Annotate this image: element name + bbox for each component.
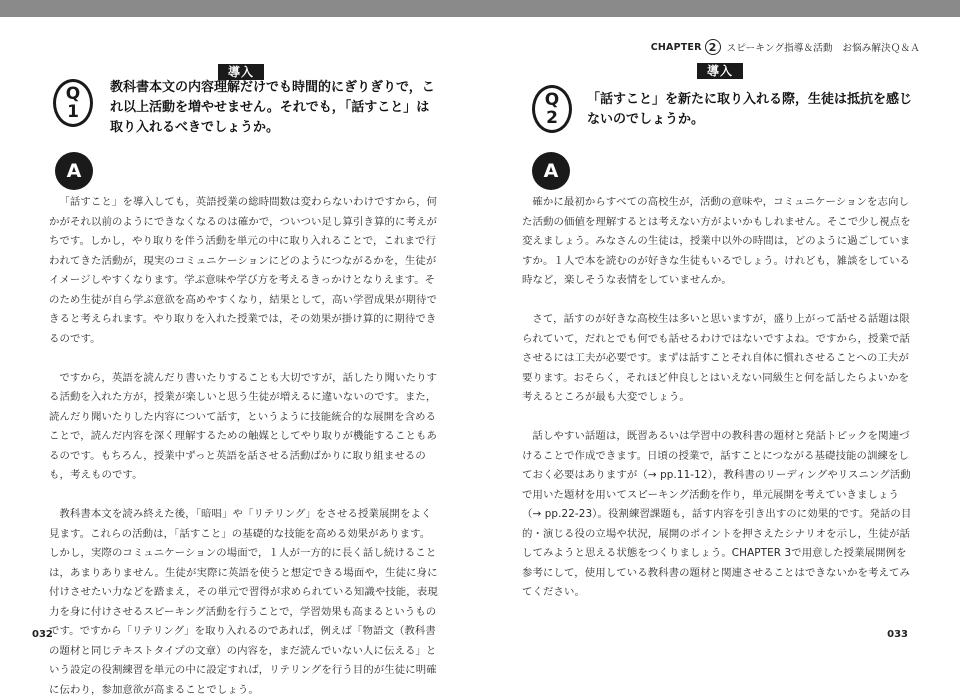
answer-body	[522, 193, 916, 603]
left-page	[0, 17, 480, 696]
q-letter: Q	[544, 90, 560, 110]
right-page	[480, 17, 960, 680]
section-tag: 導入	[218, 64, 264, 80]
answer-badge: A	[532, 152, 570, 190]
q-number: 2	[546, 108, 558, 128]
paragraph: 確かに最初からすべての高校生が，活動の意味や，コミュニケーションを志向した活動の価値を理解するとは考えない方がよいかもしれません。そこで少し視点を変えましょう。みなさんの生徒は，授業中以外の時間は，どのように過ごしていますか。１人で本を読むのが好きな生徒もいるでしょう。けれども，雑談をしている時など，楽しそうな表情をしていませんか。	[522, 196, 911, 286]
answer-body	[49, 193, 439, 700]
section-tag: 導入	[697, 63, 743, 79]
paragraph: 教科書本文を読み終えた後，「暗唱」や「リテリング」をさせる授業展開をよく見ます。これらの活動は，「話すこと」の基礎的な技能を高める効果があります。しかし，実際のコミュニケーションの場面で，１人が一方的に長く話し続けることは，あまりありません。生徒が実際に英語を使うと想定できる場面や，生徒に身に付けさせたい力などを踏まえ，その単元で習得が求められている知識や技能，表現力を身に付けさせるスピーキング活動を行うことで，学習効果も高まるというものです。ですから「リテリング」を取り入れるのであれば，例えば「物語文（教科書の題材と同じテキストタイプの文章）の内容を，まだ読んでいない人に伝える」という設定の役割練習を単元の中に設定すれば，リテリングを行う目的が生徒に明確に伝わり，参加意欲が高まることでしょう。	[49, 508, 438, 696]
chapter-title: スピーキング指導＆活動 お悩み解決Ｑ＆Ａ	[726, 43, 920, 54]
running-header	[651, 39, 920, 55]
paragraph: ですから，英語を読んだり書いたりすることも大切ですが，話したり聞いたりする活動を入れた方が，授業が楽しいと思う生徒が増えるに違いないのです。また，読んだり聞いたりした内容について話す，というように技能統合的な展開を含めることで，読んだ内容を深く理解するための触媒としてやり取りが機能することもあるのです。もちろん，授業中ずっと英語を話させる活動ばかりに取り組ませるのも，考えものです。	[49, 371, 438, 481]
question-badge	[532, 85, 572, 133]
chapter-number: 2	[705, 39, 721, 55]
q-letter: Q	[65, 84, 81, 104]
paragraph: 話しやすい話題は，既習あるいは学習中の教科書の題材と発話トピックを関連づけることで作成できます。日頃の授業で，話すことにつながる基礎技能の訓練をしておく必要はありますが（→ pp.11-12），教科書のリーディングやリスニング活動で用いた題材を用いてスピーキング活動を作り，単元展開を考えていきましょう（→ pp.22-23）。役割練習課題も，話す内容を引き出すのに効果的です。発話の目的・演じる役の立場や状況，展開のポイントを押さえたシナリオを示し，生徒が話してみようと思える状態をつくりましょう。CHAPTER 3で用意した授業展開例を参考にして，使用している教科書の題材と関連させることはできないかを考えてみてください。	[522, 430, 912, 598]
q-number: 1	[67, 102, 79, 122]
paragraph: さて，話すのが好きな高校生は多いと思いますが，盛り上がって話せる話題は限られていて，だれとでも何でも話せるわけではないですよね。ですから，授業で話させるには工夫が必要です。まずは話すことそれ自体に慣れさせることへの工夫が要ります。おそらく，それほど仲良しとはいえない同級生と何を話したらよいかを考えるところが最も大変でしょう。	[522, 313, 910, 403]
question-badge	[53, 79, 93, 127]
answer-badge: A	[55, 152, 93, 190]
question-text: 教科書本文の内容理解だけでも時間的にぎりぎりで，これ以上活動を増やせません。それでも，「話すこと」は取り入れるべきでしょうか。	[110, 80, 435, 135]
top-bar	[0, 0, 960, 17]
page-number: 033	[887, 629, 908, 640]
page-number: 032	[32, 629, 53, 640]
paragraph: 「話すこと」を導入しても，英語授業の総時間数は変わらないわけですから，何かがそれ以前のようにできなくなるのは確かで，ついつい足し算引き算的に考えがちです。しかし，やり取りを伴う活動を単元の中に取り入れることで，これまで行われてきた活動が，現実のコミュニケーションにどのようにつながるかを，生徒がイメージしやすくなります。学ぶ意味や学び方を考えるきっかけとなりえます。そのため生徒が自ら学ぶ意欲を高めやすくなり，結果として，高い学習成果が期待できると考えられます。やり取りを入れた授業では，その効果が掛け算的に期待できるのです。	[49, 196, 438, 345]
question-text: 「話すこと」を新たに取り入れる際，生徒は抵抗を感じないのでしょうか。	[587, 92, 913, 127]
chapter-label: CHAPTER	[650, 41, 702, 53]
